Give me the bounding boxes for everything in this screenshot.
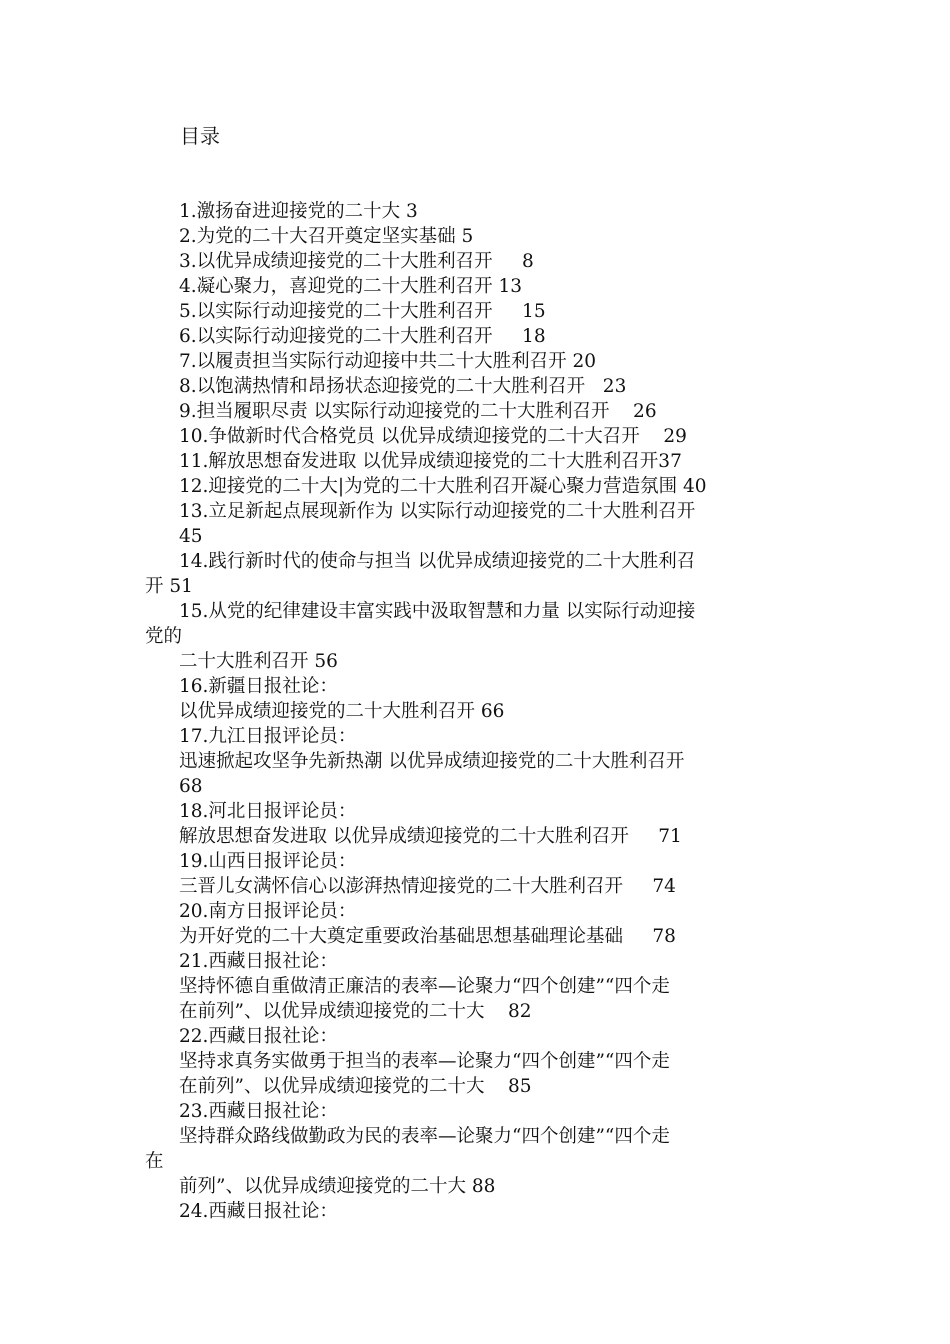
toc-line-continuation: 在前列”、以优异成绩迎接党的二十大 82 xyxy=(179,1001,532,1022)
toc-line-continuation: 45 xyxy=(179,526,203,547)
toc-line: 1.激扬奋进迎接党的二十大 3 xyxy=(179,201,418,222)
toc-line-continuation: 68 xyxy=(179,776,203,797)
toc-line-continuation: 二十大胜利召开 56 xyxy=(179,651,338,672)
toc-line-continuation: 坚持怀德自重做清正廉洁的表率—论聚力“四个创建”“四个走 xyxy=(179,976,670,997)
toc-line: 3.以优异成绩迎接党的二十大胜利召开 8 xyxy=(179,251,534,272)
toc-line-continuation: 前列”、以优异成绩迎接党的二十大 88 xyxy=(179,1176,496,1197)
toc-line-continuation: 在 xyxy=(145,1151,164,1172)
toc-line: 21.西藏日报社论： xyxy=(179,951,338,972)
toc-line-continuation: 开 51 xyxy=(145,576,193,597)
toc-line: 16.新疆日报社论： xyxy=(179,676,338,697)
toc-line: 22.西藏日报社论： xyxy=(179,1026,338,1047)
toc-line-continuation: 以优异成绩迎接党的二十大胜利召开 66 xyxy=(179,701,505,722)
toc-line: 15.从党的纪律建设丰富实践中汲取智慧和力量 以实际行动迎接 xyxy=(179,601,696,622)
toc-line: 13.立足新起点展现新作为 以实际行动迎接党的二十大胜利召开 xyxy=(179,501,696,522)
toc-line-continuation: 三晋儿女满怀信心以澎湃热情迎接党的二十大胜利召开 74 xyxy=(179,876,676,897)
toc-line: 17.九江日报评论员： xyxy=(179,726,357,747)
toc-line: 11.解放思想奋发进取 以优异成绩迎接党的二十大胜利召开37 xyxy=(179,451,682,472)
toc-line: 2.为党的二十大召开奠定坚实基础 5 xyxy=(179,226,474,247)
toc-line: 6.以实际行动迎接党的二十大胜利召开 18 xyxy=(179,326,546,347)
toc-line-continuation: 解放思想奋发进取 以优异成绩迎接党的二十大胜利召开 71 xyxy=(179,826,682,847)
toc-line: 10.争做新时代合格党员 以优异成绩迎接党的二十大召开 29 xyxy=(179,426,687,447)
toc-line-continuation: 坚持群众路线做勤政为民的表率—论聚力“四个创建”“四个走 xyxy=(179,1126,670,1147)
toc-line: 18.河北日报评论员： xyxy=(179,801,357,822)
toc-line: 8.以饱满热情和昂扬状态迎接党的二十大胜利召开 23 xyxy=(179,376,627,397)
toc-line-continuation: 党的 xyxy=(145,626,183,647)
toc-line: 4.凝心聚力，喜迎党的二十大胜利召开 13 xyxy=(179,276,523,297)
toc-line: 7.以履责担当实际行动迎接中共二十大胜利召开 20 xyxy=(179,351,597,372)
table-of-contents xyxy=(145,199,815,1224)
toc-line: 20.南方日报评论员： xyxy=(179,901,357,922)
toc-line: 14.践行新时代的使命与担当 以优异成绩迎接党的二十大胜利召 xyxy=(179,551,696,572)
toc-line: 23.西藏日报社论： xyxy=(179,1101,338,1122)
toc-line: 24.西藏日报社论： xyxy=(179,1201,338,1222)
toc-line: 19.山西日报评论员： xyxy=(179,851,357,872)
toc-line: 9.担当履职尽责 以实际行动迎接党的二十大胜利召开 26 xyxy=(179,401,657,422)
toc-line: 12.迎接党的二十大|为党的二十大胜利召开凝心聚力营造氛围 40 xyxy=(179,476,707,497)
toc-line-continuation: 迅速掀起攻坚争先新热潮 以优异成绩迎接党的二十大胜利召开 xyxy=(179,751,685,772)
toc-line-continuation: 在前列”、以优异成绩迎接党的二十大 85 xyxy=(179,1076,532,1097)
toc-title: 目录 xyxy=(180,124,220,148)
toc-line-continuation: 坚持求真务实做勇于担当的表率—论聚力“四个创建”“四个走 xyxy=(179,1051,670,1072)
toc-line: 5.以实际行动迎接党的二十大胜利召开 15 xyxy=(179,301,546,322)
toc-line-continuation: 为开好党的二十大奠定重要政治基础思想基础理论基础 78 xyxy=(179,926,676,947)
